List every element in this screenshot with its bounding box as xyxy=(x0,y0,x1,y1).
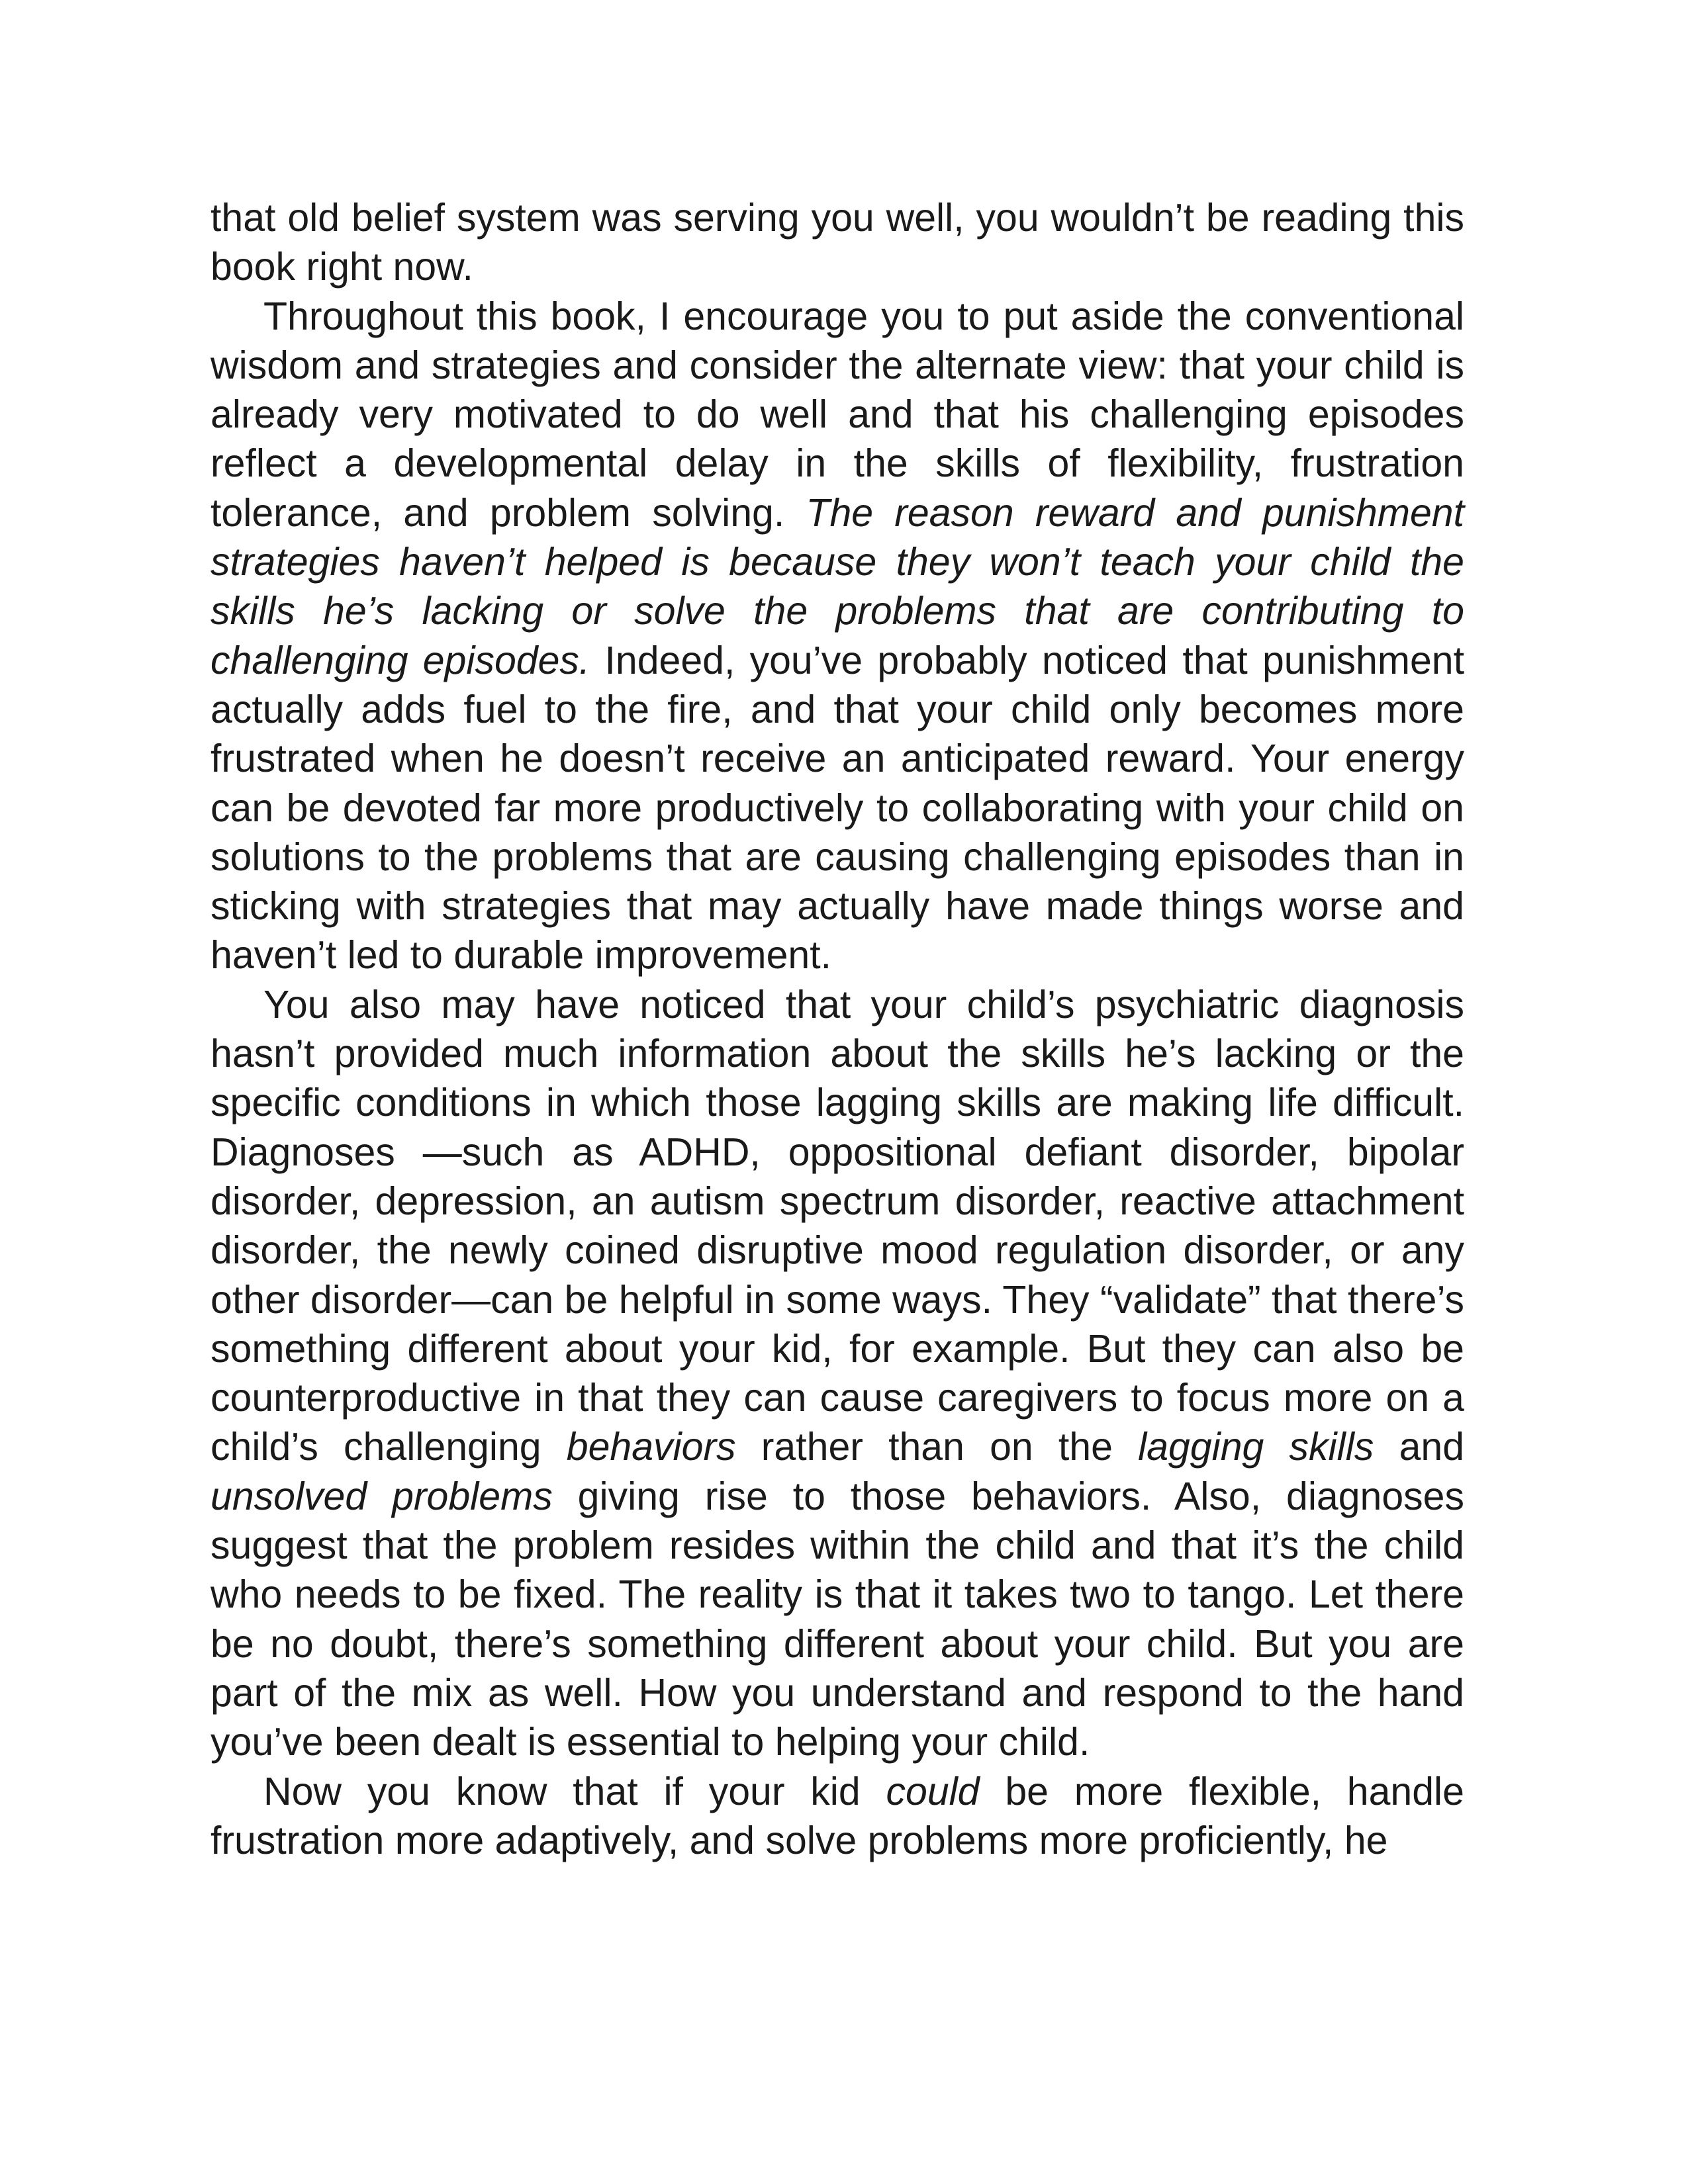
body-text xyxy=(211,193,1464,1865)
text-run: giving rise to those behaviors. Also, diagnoses suggest that the problem resides within the child and that it’s the child who needs to be fixed. The reality is that it takes two to tango. Let there be no doubt, there’s something different about your child. But you are part of the mix as well. How you understand and respond to the hand you’ve been dealt is essential to helping your child. xyxy=(211,1474,1464,1764)
italic-run: unsolved problems xyxy=(211,1474,553,1518)
paragraph xyxy=(211,980,1464,1767)
paragraph xyxy=(211,292,1464,980)
text-run: Throughout this book, I encourage you to put aside the conventional wisdom and strategies and consider the alternate view: that your child is already very motivated to do well and that his challenging episodes reflect a developmental delay in the skills of flexibility, frustration tolerance, and problem solving. xyxy=(211,294,1464,535)
text-run: Indeed, you’ve probably noticed that punishment actually adds fuel to the fire, and that your child only becomes more frustrated when he doesn’t receive an anticipated reward. Your energy can be devoted far more productively to collaborating with your child on solutions to the problems that are causing challenging episodes than in sticking with strategies that may actually have made things worse and haven’t led to durable improvement. xyxy=(211,638,1464,978)
paragraph xyxy=(211,1767,1464,1866)
italic-run: The reason reward and punishment strategies haven’t helped is because they won’t teach your child the skills he’s lacking or solve the problems that are contributing to challenging episodes. xyxy=(211,490,1464,682)
italic-run: lagging skills xyxy=(1138,1425,1374,1469)
text-run: rather than on the xyxy=(735,1425,1139,1469)
text-run: Now you know that if your kid xyxy=(263,1769,886,1813)
text-run: be more flexible, handle frustration more adaptively, and solve problems more proficiently, he xyxy=(211,1769,1464,1862)
text-run: that old belief system was serving you well, you wouldn’t be reading this book right now. xyxy=(211,196,1464,289)
italic-run: behaviors xyxy=(566,1425,736,1469)
italic-run: could xyxy=(886,1769,980,1813)
paragraph xyxy=(211,193,1464,292)
text-run: and xyxy=(1374,1425,1465,1469)
text-run: You also may have noticed that your child’s psychiatric diagnosis hasn’t provided much information about the skills he’s lacking or the specific conditions in which those lagging skills are making life difficult. Diagnoses —such as ADHD, oppositional defiant disorder, bipolar disorder, depression, an autism spectrum disorder, reactive attachment disorder, the newly coined disruptive mood regulation disorder, or any other disorder—can be helpful in some ways. They “validate” that there’s something different about your kid, for example. But they can also be counterproductive in that they can cause caregivers to focus more on a child’s challenging xyxy=(211,982,1464,1469)
